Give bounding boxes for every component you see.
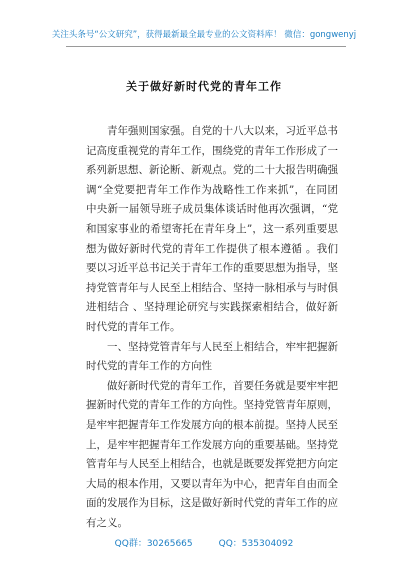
footer-contact — [0, 536, 408, 549]
document-body — [86, 122, 338, 533]
section-heading-1: 一、坚持党管青年与人民至上相结合，牢牢把握新时代党的青年工作的方向性 — [86, 340, 338, 373]
paragraph-intro: 青年强则国家强。自党的十八大以来，习近平总书记高度重视党的青年工作，围绕党的青年工作形成了一系列新思想、新论断、新观点。党的二十大报告明确强调“全党要把青年工作作为战略性工作来抓”，在同团中央新一届领导班子成员集体谈话时他再次强调，“党和国家事业的希望寄托在青年身上”，这一系列重要思想为做好新时代党的青年工作提供了根本遵循 。我们要以习近平总书记关于青年工作的重要思想为指导，坚持党管青年与人民至上相结合、坚持一脉相承与与时俱进相结合 、坚持理论研究与实践探索相结合，做好新时代党的青年工作。 — [86, 125, 338, 333]
header-divider — [66, 46, 346, 47]
footer-qq-group: QQ群：30265665 — [114, 539, 193, 549]
paragraph-section-1: 做好新时代党的青年工作，首要任务就是要牢牢把握新时代党的青年工作的方向性。坚持党管青年原则，是牢牢把握青年工作发展方向的根本前提。坚持人民至上，是牢牢把握青年工作发展方向的重要基础。坚持党管青年与人民至上相结合，也就是既要发挥党把方向定大局的根本作用，又要以青年为中心，把青年自由而全面的发展作为目标，这是做好新时代党的青年工作的应有之义。 — [86, 379, 338, 529]
footer-qq-number: QQ：535304092 — [218, 539, 294, 549]
header-banner: 关注头条号“公文研究”，获得最新最全最专业的公文资料库！ 微信：gongwenyj — [51, 30, 357, 40]
document-title: 关于做好新时代党的青年工作 — [126, 80, 282, 93]
